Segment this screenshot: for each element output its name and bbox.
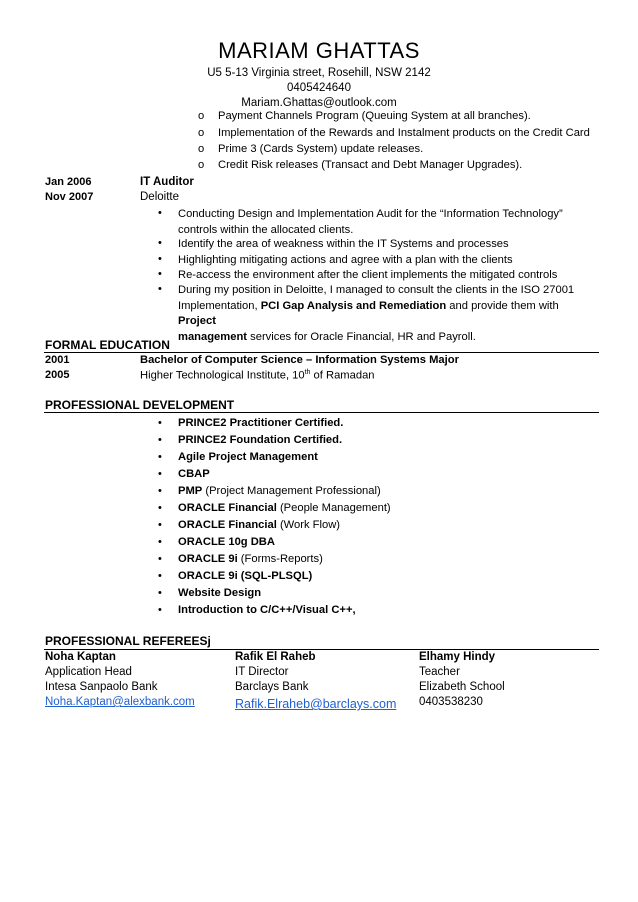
job-bullet-2: Identify the area of weakness within the IT Systems and processes: [178, 238, 509, 250]
bullet-icon: •: [158, 519, 162, 531]
certification-name: ORACLE 9i: [178, 553, 238, 565]
job-bullet-5-text: and provide them with: [446, 299, 559, 312]
education-year: 2005: [45, 369, 70, 381]
education-superscript: th: [304, 369, 311, 376]
referee-role: Application Head: [45, 666, 132, 678]
education-degree: Bachelor of Computer Science – Information Systems Major: [140, 354, 459, 366]
section-heading-development: PROFESSIONAL DEVELOPMENT: [45, 398, 235, 412]
address: U5 5-13 Virginia street, Rosehill, NSW 2142: [207, 67, 431, 79]
certification-name: ORACLE 9i (SQL-PLSQL): [178, 570, 313, 582]
bullet-icon: •: [158, 434, 162, 446]
bullet-icon: •: [158, 253, 162, 265]
bullet-icon: •: [158, 268, 162, 280]
bullet-icon: •: [158, 237, 162, 249]
job-company: Deloitte: [140, 191, 179, 203]
certification-detail: (Work Flow): [276, 519, 341, 531]
certification-item: [178, 553, 323, 565]
education-institute: [140, 369, 375, 382]
certification-item: [178, 536, 275, 548]
job-bullet-5: [178, 283, 598, 345]
referee-card: [45, 650, 195, 710]
certification-detail: (Project Management Professional): [202, 485, 381, 497]
certification-name: CBAP: [178, 468, 210, 480]
certification-detail: (Forms-Reports): [237, 553, 323, 565]
job-date-start: Jan 2006: [45, 176, 92, 188]
certification-item: [178, 587, 261, 599]
bullet-icon: •: [158, 536, 162, 548]
bullet-icon: •: [158, 485, 162, 497]
referee-email-link[interactable]: Noha.Kaptan@alexbank.com: [45, 696, 195, 708]
certification-item: [178, 570, 312, 582]
certification-name: Introduction to C/C++/Visual C++,: [178, 604, 356, 616]
bullet-icon: •: [158, 417, 162, 429]
bullet-icon: •: [158, 502, 162, 514]
candidate-name: MARIAM GHATTAS: [218, 38, 420, 63]
certification-item: [178, 502, 391, 514]
referee-role: Teacher: [419, 666, 460, 678]
referee-name: Rafik El Raheb: [235, 651, 316, 663]
certification-name: PRINCE2 Foundation Certified.: [178, 434, 343, 446]
certification-name: ORACLE Financial: [178, 502, 277, 514]
certification-item: [178, 604, 356, 616]
section-divider: [44, 412, 599, 413]
certification-name: ORACLE Financial: [178, 519, 277, 531]
education-institute-text: of Ramadan: [310, 369, 375, 382]
referee-role: IT Director: [235, 666, 289, 678]
referee-email-link[interactable]: Rafik.Elraheb@barclays.com: [235, 697, 397, 711]
job-date-end: Nov 2007: [45, 191, 94, 203]
referee-organization: Elizabeth School: [419, 681, 505, 693]
job-bullet-3: Highlighting mitigating actions and agree with a plan with the clients: [178, 254, 513, 266]
referee-card: [419, 650, 505, 710]
certification-item: [178, 434, 342, 446]
education-institute-text: Higher Technological Institute, 10: [140, 369, 305, 382]
bullet-icon: •: [158, 570, 162, 582]
bullet-icon: •: [158, 604, 162, 616]
certification-name: Website Design: [178, 587, 262, 599]
bullet-o-icon: o: [198, 143, 205, 155]
list-item-text: Implementation of the Rewards and Instalment products on the Credit Card: [218, 127, 590, 139]
list-item-text: Credit Risk releases (Transact and Debt Manager Upgrades).: [218, 159, 523, 171]
certification-item: [178, 485, 381, 497]
referee-organization: Barclays Bank: [235, 681, 309, 693]
section-divider: [44, 352, 599, 353]
phone: 0405424640: [287, 82, 351, 94]
bullet-o-icon: o: [198, 110, 205, 122]
certification-item: [178, 468, 210, 480]
job-bullet-1-line-1: Conducting Design and Implementation Audit for the “Information Technology”: [178, 208, 563, 220]
job-bullet-5-bold: management: [178, 330, 248, 343]
certification-item: [178, 417, 343, 429]
referee-name: Noha Kaptan: [45, 651, 116, 663]
job-bullet-5-bold: PCI Gap Analysis and Remediation: [260, 299, 447, 312]
certification-name: PRINCE2 Practitioner Certified.: [178, 417, 344, 429]
list-item-text: Payment Channels Program (Queuing System at all branches).: [218, 110, 531, 122]
job-bullet-4: Re-access the environment after the client implements the mitigated controls: [178, 269, 558, 281]
bullet-icon: •: [158, 468, 162, 480]
certification-item: [178, 519, 340, 531]
email: Mariam.Ghattas@outlook.com: [241, 97, 397, 109]
job-bullet-5-bold: Project: [178, 315, 216, 327]
certification-name: Agile Project Management: [178, 451, 318, 463]
education-year: 2001: [45, 354, 70, 366]
job-bullet-5-line-1: During my position in Deloitte, I managed to consult the clients in the ISO 27001: [178, 284, 575, 296]
certification-name: PMP: [178, 485, 203, 497]
certification-name: ORACLE 10g DBA: [178, 536, 275, 548]
job-bullet-1: [178, 207, 598, 238]
referee-name: Elhamy Hindy: [419, 651, 496, 663]
referee-phone: 0403538230: [419, 696, 483, 708]
bullet-o-icon: o: [198, 127, 205, 139]
job-bullet-5-text: Implementation,: [178, 299, 261, 312]
bullet-icon: •: [158, 283, 162, 295]
bullet-icon: •: [158, 207, 162, 219]
job-bullet-1-line-2: controls within the allocated clients.: [178, 223, 354, 236]
bullet-icon: •: [158, 587, 162, 599]
referee-card: [235, 650, 396, 713]
certification-item: [178, 451, 318, 463]
bullet-icon: •: [158, 553, 162, 565]
bullet-o-icon: o: [198, 159, 205, 171]
list-item-text: Prime 3 (Cards System) update releases.: [218, 143, 424, 155]
section-heading-referees: PROFESSIONAL REFEREESj: [45, 634, 211, 648]
certification-detail: (People Management): [276, 502, 391, 514]
referee-organization: Intesa Sanpaolo Bank: [45, 681, 158, 693]
job-title: IT Auditor: [140, 176, 194, 188]
section-heading-education: FORMAL EDUCATION: [45, 338, 170, 352]
bullet-icon: •: [158, 451, 162, 463]
job-bullet-5-text: services for Oracle Financial, HR and Payroll.: [247, 330, 476, 343]
